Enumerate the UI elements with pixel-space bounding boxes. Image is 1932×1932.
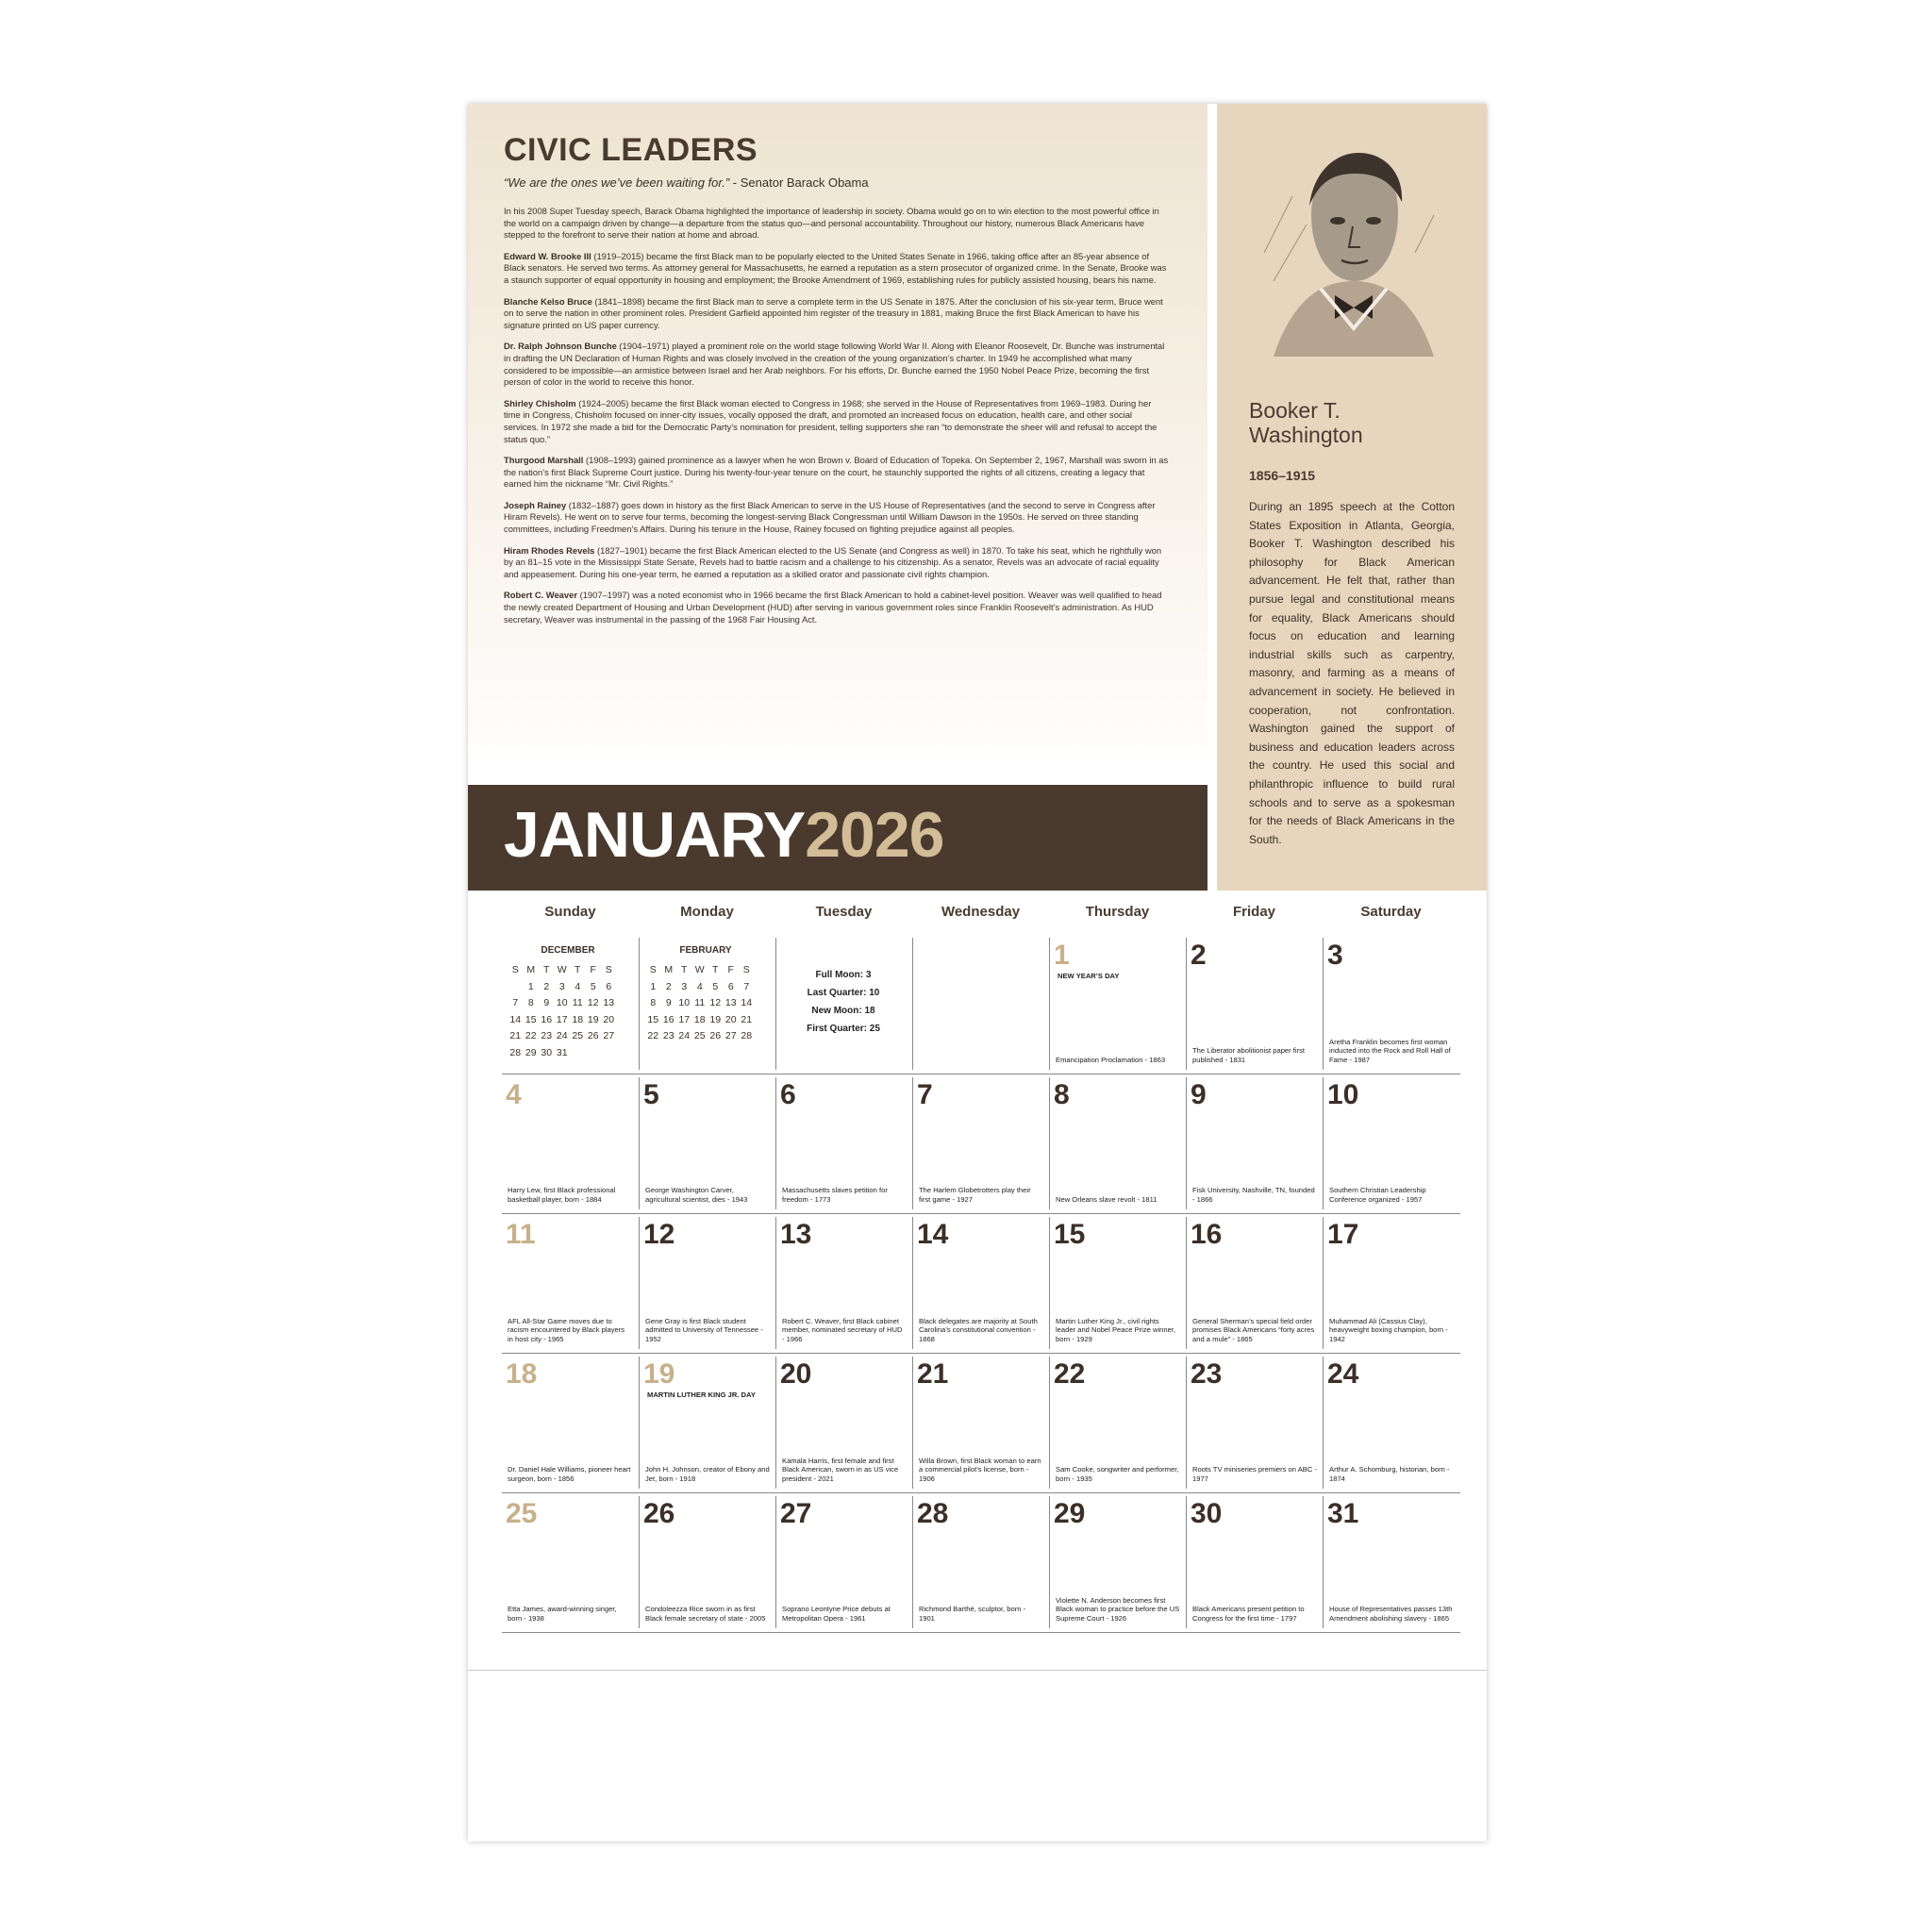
day-cell bbox=[639, 1496, 775, 1628]
leader-name: Hiram Rhodes Revels bbox=[504, 544, 595, 556]
day-number: 5 bbox=[643, 1079, 659, 1110]
day-cell bbox=[1186, 1217, 1323, 1349]
mini-calendar-week bbox=[645, 997, 755, 1008]
day-cell bbox=[502, 1077, 639, 1209]
leader-name: Edward W. Brooke III bbox=[504, 250, 591, 261]
mini-calendar-day: 21 bbox=[741, 1013, 753, 1025]
quote bbox=[504, 175, 869, 190]
day-event: Black delegates are majority at South Carolina’s constitutional convention - 1868 bbox=[919, 1316, 1038, 1343]
leader-name: Shirley Chisholm bbox=[504, 397, 576, 408]
article-paragraph bbox=[504, 590, 1169, 625]
article-paragraph bbox=[504, 341, 1169, 388]
day-cell bbox=[1323, 1217, 1459, 1349]
day-event: Martin Luther King Jr., civil rights leader and Nobel Peace Prize winner, born - 1929 bbox=[1056, 1316, 1176, 1343]
mini-calendar-day: W bbox=[694, 964, 705, 975]
mini-calendar-day: 1 bbox=[650, 980, 657, 992]
mini-calendar-day: 8 bbox=[650, 997, 657, 1008]
day-number: 9 bbox=[1191, 1079, 1207, 1110]
mini-calendar-day: T bbox=[712, 964, 719, 975]
mini-calendar-day: 12 bbox=[709, 997, 722, 1008]
mini-calendar-day: 20 bbox=[724, 1013, 737, 1025]
mini-calendar-week bbox=[645, 1014, 755, 1025]
bio-years: 1856–1915 bbox=[1249, 468, 1316, 483]
weekday-header: Monday bbox=[680, 904, 734, 920]
day-number: 22 bbox=[1054, 1358, 1086, 1390]
day-event: Soprano Leontyne Price debuts at Metropolitan Opera - 1961 bbox=[782, 1605, 891, 1623]
day-number: 12 bbox=[643, 1219, 675, 1250]
day-number: 3 bbox=[1327, 940, 1343, 971]
day-cell bbox=[912, 1077, 1049, 1209]
day-event: The Harlem Globetrotters play their first game - 1927 bbox=[919, 1186, 1031, 1204]
day-event: George Washington Carver, agricultural scientist, dies - 1943 bbox=[645, 1186, 748, 1204]
mini-calendar-day: 19 bbox=[709, 1013, 722, 1025]
day-event: Aretha Franklin becomes first woman inducted into the Rock and Roll Hall of Fame - 1987 bbox=[1329, 1037, 1451, 1064]
article-body bbox=[504, 206, 1169, 635]
paragraph-text: (1832–1887) goes down in history as the first Black American to serve in the US House of Representatives (and the second to serve in Congress after Hiram Revels). He went on to serve four terms, becoming the longest-serving Black Congressman until William Dawson in the 1950s. He served on three standing committees, including Freedmen’s Affairs. During his tenure in the House, Rainey focused on fighting prejudice against all peoples. bbox=[504, 499, 1156, 535]
mini-calendar-day: 26 bbox=[587, 1030, 599, 1041]
day-cell bbox=[639, 1217, 775, 1349]
moon-phase: Last Quarter: 10 bbox=[807, 988, 880, 998]
day-event: Robert C. Weaver, first Black cabinet member, nominated secretary of HUD - 1966 bbox=[782, 1316, 903, 1343]
day-number: 2 bbox=[1191, 940, 1207, 971]
day-number: 28 bbox=[917, 1498, 949, 1529]
day-event: Gene Gray is first Black student admitted to University of Tennessee - 1952 bbox=[645, 1316, 763, 1343]
mini-calendar-day: 20 bbox=[603, 1013, 615, 1025]
article-paragraph bbox=[504, 500, 1169, 536]
mini-calendar-day: 29 bbox=[525, 1046, 537, 1058]
article-paragraph bbox=[504, 398, 1169, 445]
mini-calendar-day: 28 bbox=[509, 1046, 522, 1058]
mini-calendar-day: 4 bbox=[696, 980, 703, 992]
day-event: Arthur A. Schomburg, historian, born - 1874 bbox=[1329, 1465, 1450, 1483]
mini-calendar-day: 5 bbox=[712, 980, 719, 992]
mini-calendar-day: 14 bbox=[741, 997, 753, 1008]
leader-name: Robert C. Weaver bbox=[504, 590, 577, 601]
day-cell bbox=[775, 1357, 912, 1489]
day-number: 17 bbox=[1327, 1219, 1359, 1250]
mini-calendar-title: DECEMBER bbox=[541, 945, 595, 956]
empty-cell bbox=[912, 938, 1049, 1070]
mini-calendar-day: 11 bbox=[572, 997, 583, 1008]
day-number: 21 bbox=[917, 1358, 949, 1390]
day-number: 20 bbox=[780, 1358, 812, 1390]
moon-phase: First Quarter: 25 bbox=[807, 1024, 880, 1034]
day-cell bbox=[1049, 1077, 1186, 1209]
mini-calendar-day: 13 bbox=[603, 997, 615, 1008]
mini-calendar-day: 10 bbox=[678, 997, 691, 1008]
paragraph-text: (1907–1997) was a noted economist who in 1966 became the first Black American to hold a cabinet-level position. Weaver was well qualified to head the newly created Department of Housing and Urban Development (HUD) after serving in various government roles since Franklin Roosevelt’s administration. As HUD secretary, Weaver was instrumental in the passing of the 1968 Fair Housing Act. bbox=[504, 590, 1162, 625]
mini-calendar-day: 23 bbox=[662, 1030, 675, 1041]
mini-calendar-day: M bbox=[526, 964, 536, 975]
bio-name-line1: Booker T. bbox=[1249, 398, 1341, 423]
day-event: The Liberator abolitionist paper first published - 1831 bbox=[1192, 1046, 1306, 1064]
leader-name: Dr. Ralph Johnson Bunche bbox=[504, 341, 617, 352]
mini-calendar-day: 18 bbox=[572, 1013, 584, 1025]
mini-calendar-day: 1 bbox=[527, 980, 534, 992]
day-number: 16 bbox=[1191, 1219, 1223, 1250]
day-cell bbox=[502, 1217, 639, 1349]
day-cell bbox=[775, 1217, 912, 1349]
mini-calendar-week bbox=[508, 1030, 617, 1041]
mini-calendar-day: 8 bbox=[527, 997, 534, 1008]
mini-calendar-day: 12 bbox=[587, 997, 599, 1008]
day-number: 23 bbox=[1191, 1358, 1223, 1390]
day-cell bbox=[639, 1357, 775, 1489]
bio-text: During an 1895 speech at the Cotton States Exposition in Atlanta, Georgia, Booker T. Washington described his philosophy for Black American advancement. He felt that, rather than pursue legal and constitutional means for equality, Black Americans should focus on education and learning industrial skills such as carpentry, masonry, and farming as a means of advancement in society. He believed in cooperation, not confrontation. Washington gained the support of business and education leaders across the country. He used this social and philanthropic influence to build rural schools and to serve as a spokesman for the needs of Black Americans in the South. bbox=[1249, 500, 1455, 846]
article-paragraph bbox=[504, 206, 1169, 242]
day-number: 14 bbox=[917, 1219, 949, 1250]
portrait-sketch bbox=[1255, 140, 1453, 375]
mini-calendar-week bbox=[645, 981, 755, 992]
mini-calendar-day: 25 bbox=[572, 1030, 584, 1041]
mini-calendar-day: 30 bbox=[541, 1046, 553, 1058]
day-number: 11 bbox=[506, 1219, 536, 1250]
day-cell bbox=[1049, 1496, 1186, 1628]
mini-calendar-week bbox=[508, 1014, 617, 1025]
day-event: Etta James, award-winning singer, born - 1938 bbox=[508, 1605, 617, 1623]
calendar-page bbox=[468, 104, 1487, 1841]
mini-calendar-week bbox=[508, 1047, 617, 1058]
week-divider bbox=[502, 1492, 1460, 1493]
mini-calendar-day: 13 bbox=[724, 997, 737, 1008]
day-number: 4 bbox=[506, 1079, 522, 1110]
day-number: 6 bbox=[780, 1079, 796, 1110]
mini-calendar-day: 10 bbox=[556, 997, 568, 1008]
mini-calendar-day: 7 bbox=[512, 997, 519, 1008]
leader-name: Blanche Kelso Bruce bbox=[504, 295, 592, 307]
day-cell bbox=[912, 1357, 1049, 1489]
bio-name bbox=[1249, 398, 1363, 447]
day-event: Southern Christian Leadership Conference organized - 1957 bbox=[1329, 1186, 1426, 1204]
day-cell bbox=[912, 1217, 1049, 1349]
mini-calendar-day: 23 bbox=[541, 1030, 553, 1041]
mini-calendar-day: 15 bbox=[647, 1013, 659, 1025]
mini-calendar-cell bbox=[502, 938, 639, 1070]
day-cell bbox=[1186, 1077, 1323, 1209]
day-number: 25 bbox=[506, 1498, 538, 1529]
page-divider bbox=[468, 1670, 1487, 1671]
mini-calendar-day: 16 bbox=[541, 1013, 553, 1025]
mini-calendar-header bbox=[645, 964, 755, 975]
day-number: 15 bbox=[1054, 1219, 1086, 1250]
quote-text: “We are the ones we’ve been waiting for.” bbox=[504, 175, 730, 190]
day-number: 13 bbox=[780, 1219, 812, 1250]
mini-calendar bbox=[640, 938, 772, 1041]
weekday-header: Wednesday bbox=[941, 904, 1021, 920]
mini-calendar-header bbox=[508, 964, 617, 975]
mini-calendar-day: 27 bbox=[603, 1030, 615, 1041]
day-event: Violette N. Anderson becomes first Black woman to practice before the US Supreme Court - 1926 bbox=[1056, 1595, 1180, 1623]
day-cell bbox=[1049, 938, 1186, 1070]
article-paragraph bbox=[504, 545, 1169, 581]
mini-calendar bbox=[502, 938, 634, 1058]
civic-leaders-section bbox=[468, 104, 1208, 785]
paragraph-text: (1919–2015) became the first Black man to be popularly elected to the United States Senate in 1966, taking office after an 85-year absence of Black senators. He served two terms. As attorney general for Massachusetts, he earned a reputation as a stern prosecutor of organized crime. In the Senate, Brooke was a staunch supporter of equal opportunity in housing and employment; the Brooke Amendment of 1969, establishing rules for publicly assisted housing, bears his name. bbox=[504, 250, 1167, 285]
day-cell bbox=[1186, 938, 1323, 1070]
mini-calendar-day: 26 bbox=[709, 1030, 722, 1041]
week-divider bbox=[502, 1632, 1460, 1633]
mini-calendar-day: 24 bbox=[678, 1030, 691, 1041]
paragraph-text: In his 2008 Super Tuesday speech, Barack Obama highlighted the importance of leadership in society. Obama would go on to win election to the most powerful office in the world on a campaign driven by change—a departure from the status quo—and personal accountability. Throughout our history, numerous Black Americans have stepped to the forefront to serve their nation at home and abroad. bbox=[504, 206, 1159, 241]
mini-calendar-day: F bbox=[727, 964, 734, 975]
day-number: 7 bbox=[917, 1079, 933, 1110]
day-event: Sam Cooke, songwriter and performer, born - 1935 bbox=[1056, 1465, 1179, 1483]
mini-calendar-day: 6 bbox=[727, 980, 734, 992]
day-cell bbox=[1323, 938, 1459, 1070]
mini-calendar-day: S bbox=[742, 964, 750, 975]
mini-calendar-day: 17 bbox=[678, 1013, 691, 1025]
mini-calendar-day: 4 bbox=[575, 980, 581, 992]
day-cell bbox=[639, 1077, 775, 1209]
day-event: Willa Brown, first Black woman to earn a commercial pilot’s license, born - 1906 bbox=[919, 1456, 1041, 1483]
mini-calendar-day: 6 bbox=[606, 980, 612, 992]
day-cell bbox=[1049, 1217, 1186, 1349]
month-name: JANUARY bbox=[504, 799, 806, 871]
day-number: 31 bbox=[1327, 1498, 1359, 1529]
week-divider bbox=[502, 1213, 1460, 1214]
leader-name: Thurgood Marshall bbox=[504, 455, 584, 466]
day-event: Muhammad Ali (Cassius Clay), heavyweight boxing champion, born - 1942 bbox=[1329, 1316, 1448, 1343]
mini-calendar-day: 3 bbox=[558, 980, 565, 992]
day-cell bbox=[502, 1357, 639, 1489]
weekday-header: Saturday bbox=[1360, 904, 1422, 920]
day-event: Harry Lew, first Black professional basketball player, born - 1884 bbox=[508, 1186, 616, 1204]
mini-calendar-day: T bbox=[681, 964, 688, 975]
day-event: Emancipation Proclamation - 1863 bbox=[1056, 1055, 1166, 1064]
mini-calendar-day: S bbox=[511, 964, 519, 975]
mini-calendar-day: M bbox=[664, 964, 674, 975]
mini-calendar-day: 25 bbox=[693, 1030, 706, 1041]
bio-name-line2: Washington bbox=[1249, 423, 1363, 447]
week-divider bbox=[502, 1353, 1460, 1354]
day-event: Kamala Harris, first female and first Black American, sworn in as US vice president - 2021 bbox=[782, 1456, 899, 1483]
moon-phase: New Moon: 18 bbox=[811, 1006, 875, 1016]
paragraph-text: (1841–1898) became the first Black man to serve a complete term in the US Senate in 1875. After the conclusion of his six-year term, Bruce went on to serve the nation in other prominent roles. President Garfield appointed him register of the treasury in 1881, making Bruce the first Black American to have his signature printed on US paper currency. bbox=[504, 295, 1163, 330]
day-number: 26 bbox=[643, 1498, 675, 1529]
day-number: 1 bbox=[1054, 940, 1070, 971]
day-number: 29 bbox=[1054, 1498, 1086, 1529]
day-event: General Sherman’s special field order promises Black Americans “forty acres and a mule” - 1865 bbox=[1192, 1316, 1315, 1343]
day-cell bbox=[1049, 1357, 1186, 1489]
weekday-header: Friday bbox=[1232, 904, 1275, 920]
day-number: 19 bbox=[643, 1358, 675, 1390]
mini-calendar-day: 24 bbox=[556, 1030, 568, 1041]
mini-calendar-day: 11 bbox=[694, 997, 706, 1008]
mini-calendar-title: FEBRUARY bbox=[679, 945, 732, 956]
mini-calendar-day: 7 bbox=[743, 980, 750, 992]
mini-calendar-day: 15 bbox=[525, 1013, 537, 1025]
day-cell bbox=[1323, 1077, 1459, 1209]
paragraph-text: (1904–1971) played a prominent role on the world stage following World War II. Along with Eleanor Roosevelt, Dr. Bunche was instrumental in drafting the UN Declaration of Human Rights and was closely involved in the creation of the young organization’s charter. In 1949 he accomplished what many considered to be impossible—an armistice between Israel and her Arab neighbors. For his efforts, Dr. Bunche earned the 1950 Nobel Peace Prize, becoming the first person of color in the world to receive this honor. bbox=[504, 341, 1165, 388]
paragraph-text: (1924–2005) became the first Black woman elected to Congress in 1968; she served in the House of Representatives from 1969–1983. During her time in Congress, Chisholm focused on inner-city issues, vocally opposed the draft, and promoted an increased focus on education, health care, and other social services. In 1972 she made a bid for the Democratic Party’s nomination for president, telling supporters she ran “to demonstrate the sheer will and refusal to accept the status quo.” bbox=[504, 397, 1158, 444]
year: 2026 bbox=[805, 799, 944, 871]
day-event: AFL All-Star Game moves due to racism encountered by Black players in host city - 1965 bbox=[508, 1316, 625, 1343]
day-cell bbox=[1323, 1357, 1459, 1489]
day-event: New Orleans slave revolt - 1811 bbox=[1056, 1194, 1158, 1204]
day-cell bbox=[775, 1077, 912, 1209]
mini-calendar-cell bbox=[639, 938, 775, 1070]
month-title bbox=[504, 798, 943, 872]
mini-calendar-day: T bbox=[575, 964, 581, 975]
day-event: House of Representatives passes 13th Amendment abolishing slavery - 1865 bbox=[1329, 1605, 1453, 1623]
mini-calendar-day: 22 bbox=[525, 1030, 537, 1041]
day-event: Dr. Daniel Hale Williams, pioneer heart surgeon, born - 1856 bbox=[508, 1465, 631, 1483]
mini-calendar-day: 27 bbox=[724, 1030, 737, 1041]
day-cell bbox=[912, 1496, 1049, 1628]
mini-calendar-day: 16 bbox=[662, 1013, 675, 1025]
holiday-label: NEW YEAR’S DAY bbox=[1058, 972, 1120, 980]
mini-calendar-week bbox=[508, 997, 617, 1008]
mini-calendar-day: 9 bbox=[665, 997, 672, 1008]
weekday-header: Sunday bbox=[544, 904, 596, 920]
day-event: Condoleezza Rice sworn in as first Black female secretary of state - 2005 bbox=[645, 1605, 766, 1623]
month-banner bbox=[468, 785, 1208, 891]
mini-calendar-day: 2 bbox=[665, 980, 672, 992]
mini-calendar-day: 19 bbox=[587, 1013, 599, 1025]
mini-calendar-day: 2 bbox=[543, 980, 550, 992]
weekday-header: Thursday bbox=[1085, 904, 1150, 920]
paragraph-text: (1908–1993) gained prominence as a lawyer when he won Brown v. Board of Education of Topeka. On September 2, 1967, Marshall was sworn in as the nation’s first Black Supreme Court justice. During his twenty-four-year tenure on the court, he staunchly supported the rights of all citizens, creating a legacy that earned him the nickname “Mr. Civil Rights.” bbox=[504, 455, 1169, 490]
day-number: 18 bbox=[506, 1358, 538, 1390]
paragraph-text: (1827–1901) became the first Black American elected to the US Senate (and Congress as well) in 1870. To take his seat, which he rightfully won by an 81–15 vote in the Mississippi State Senate, Revels had to battle racism and a challenge to his citizenship. As a senator, Revels was an advocate of racial equality and appeasement. During his one-year term, he earned a reputation as a skilled orator and passionate civil rights champion. bbox=[504, 544, 1162, 579]
mini-calendar-day: 9 bbox=[543, 997, 550, 1008]
mini-calendar-day: T bbox=[543, 964, 550, 975]
weekday-header: Tuesday bbox=[815, 904, 873, 920]
day-number: 27 bbox=[780, 1498, 812, 1529]
mini-calendar-day: 17 bbox=[556, 1013, 568, 1025]
mini-calendar-day: 28 bbox=[741, 1030, 753, 1041]
article-paragraph bbox=[504, 296, 1169, 332]
mini-calendar-day: F bbox=[590, 964, 596, 975]
mini-calendar-day: 3 bbox=[681, 980, 688, 992]
mini-calendar-day: S bbox=[649, 964, 657, 975]
day-number: 30 bbox=[1191, 1498, 1223, 1529]
holiday-label: MARTIN LUTHER KING JR. DAY bbox=[647, 1391, 756, 1399]
quote-author: - Senator Barack Obama bbox=[729, 175, 869, 190]
day-event: Richmond Barthé, sculptor, born - 1901 bbox=[919, 1605, 1026, 1623]
mini-calendar-day: 14 bbox=[509, 1013, 522, 1025]
mini-calendar-day: 22 bbox=[647, 1030, 659, 1041]
day-event: Roots TV miniseries premiers on ABC - 1977 bbox=[1192, 1465, 1317, 1483]
article-paragraph bbox=[504, 455, 1169, 491]
article-paragraph bbox=[504, 251, 1169, 287]
day-event: John H. Johnson, creator of Ebony and Jet, born - 1918 bbox=[645, 1465, 770, 1483]
mini-calendar-week bbox=[508, 981, 617, 992]
day-cell bbox=[775, 1496, 912, 1628]
day-cell bbox=[1186, 1496, 1323, 1628]
day-number: 24 bbox=[1327, 1358, 1359, 1390]
mini-calendar-day: S bbox=[605, 964, 612, 975]
page-title: CIVIC LEADERS bbox=[504, 132, 758, 168]
moon-phases-cell bbox=[775, 938, 912, 1070]
day-number: 10 bbox=[1327, 1079, 1359, 1110]
day-cell bbox=[1186, 1357, 1323, 1489]
mini-calendar-day: 31 bbox=[556, 1046, 568, 1058]
mini-calendar-day: W bbox=[557, 964, 567, 975]
mini-calendar-day: 18 bbox=[693, 1013, 706, 1025]
day-event: Black Americans present petition to Congress for the first time - 1797 bbox=[1192, 1605, 1305, 1623]
leader-name: Joseph Rainey bbox=[504, 499, 567, 510]
moon-phase: Full Moon: 3 bbox=[815, 970, 872, 980]
day-cell bbox=[1323, 1496, 1459, 1628]
mini-calendar-day: 5 bbox=[590, 980, 596, 992]
day-number: 8 bbox=[1054, 1079, 1070, 1110]
biography-sidebar bbox=[1217, 104, 1487, 891]
mini-calendar-day: 21 bbox=[509, 1030, 522, 1041]
mini-calendar-week bbox=[645, 1030, 755, 1041]
day-cell bbox=[502, 1496, 639, 1628]
day-event: Fisk University, Nashville, TN, founded - 1866 bbox=[1192, 1186, 1315, 1204]
day-event: Massachusetts slaves petition for freedom - 1773 bbox=[782, 1186, 888, 1204]
